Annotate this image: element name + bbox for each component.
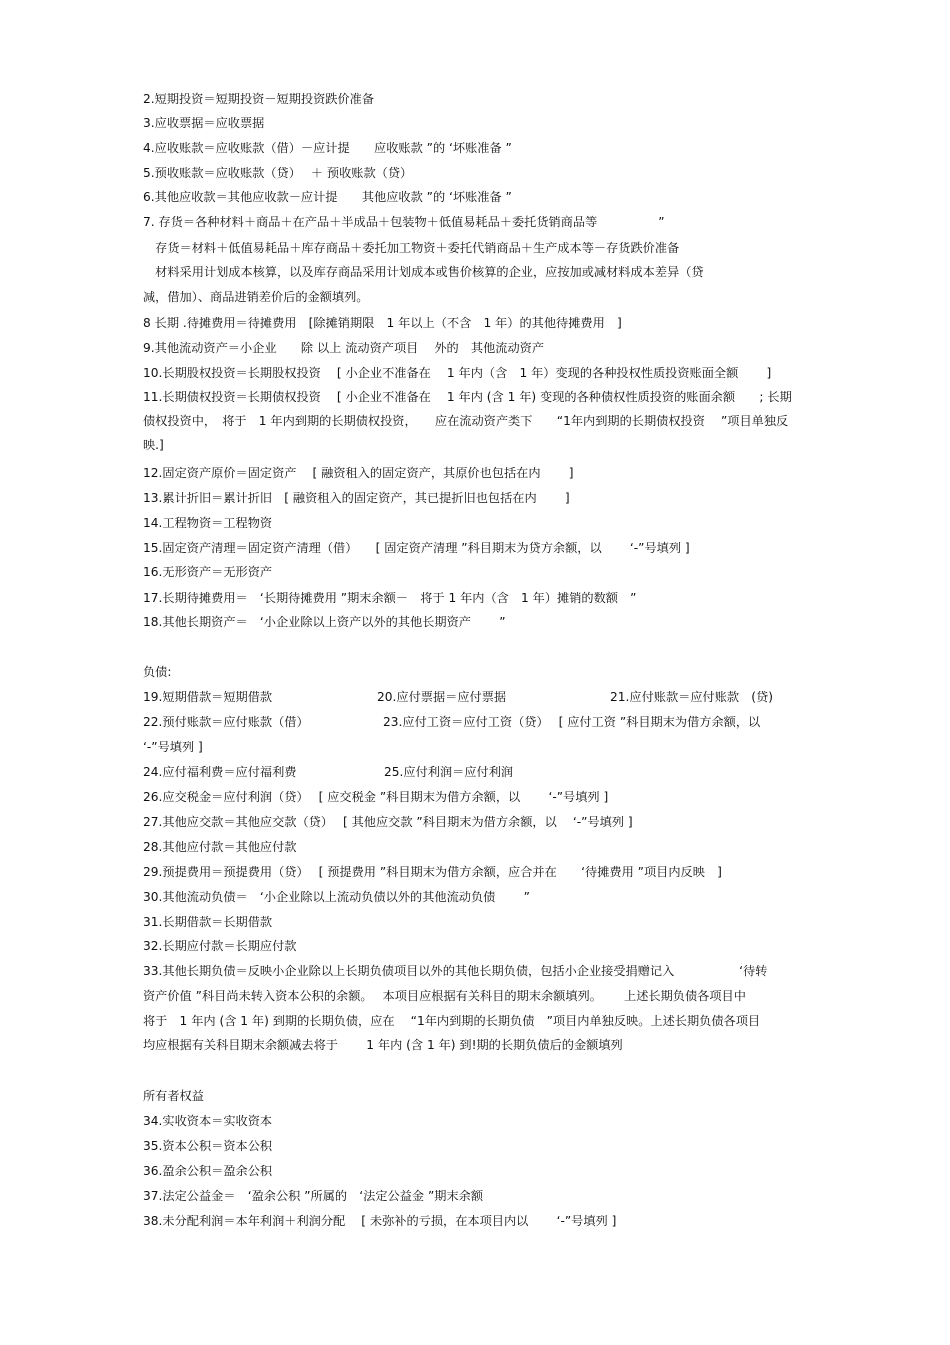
text-line: 存货＝材料＋低值易耗品＋库存商品＋委托加工物资＋委托代销商品＋生产成本等－存货跌价准备 [143,241,680,255]
text-line: 16.无形资产＝无形资产 [143,565,273,579]
text-line: 27.其他应交款＝其他应交款（贷） [ 其他应交款 ”科目期末为借方余额，以 ‘-”号填列 ] [143,815,633,829]
text-line: 37.法定公益金＝ ‘盈余公积 ”所属的 ‘法定公益金 ”期末余额 [143,1189,484,1203]
text-line: 21.应付账款＝应付账款 (贷) [610,690,773,704]
text-line: ‘-”号填列 ] [143,740,203,754]
text-line: 34.实收资本＝实收资本 [143,1114,273,1128]
text-line: 3.应收票据＝应收票据 [143,116,265,130]
text-line: 18.其他长期资产＝ ‘小企业除以上资产以外的其他长期资产 ” [143,615,506,629]
text-line: 35.资本公积＝资本公积 [143,1139,273,1153]
text-line: 减，借加）、商品进销差价后的金额填列。 [143,290,369,304]
text-line: 13.累计折旧＝累计折旧 [ 融资租入的固定资产，其已提折旧也包括在内 ] [143,491,570,505]
section-heading: 负债: [143,665,172,679]
text-line: 映.] [143,438,164,452]
text-line: 38.未分配利润＝本年利润＋利润分配 [ 未弥补的亏损，在本项目内以 ‘-”号填列 ] [143,1214,617,1228]
text-line: 23.应付工资＝应付工资（贷） [ 应付工资 ”科目期末为借方余额，以 [383,715,761,729]
text-line: 6.其他应收款＝其他应收款－应计提 其他应收款 ”的 ‘坏账准备 ” [143,190,512,204]
text-line: 17.长期待摊费用＝ ‘长期待摊费用 ”期末余额－ 将于 1 年内（含 1 年）摊销的数额 ” [143,591,637,605]
section-heading: 所有者权益 [143,1089,204,1103]
text-line: 19.短期借款＝短期借款 [143,690,273,704]
text-line: 10.长期股权投资＝长期股权投资 [ 小企业不准备在 1 年内（含 1 年）变现的各种投权性质投资账面全额 ] [143,366,772,380]
text-line: 24.应付福利费＝应付福利费 [143,765,297,779]
text-line: 8 长期 .待摊费用＝待摊费用 [除摊销期限 1 年以上（不含 1 年）的其他待摊费用 ] [143,316,622,330]
text-line: 2.短期投资＝短期投资－短期投资跌价准备 [143,92,375,106]
text-line: 债权投资中， 将于 1 年内到期的长期债权投资， 应在流动资产类下 “1年内到期的长期债权投资 ”项目单独反 [143,414,789,428]
text-line: 材料采用计划成本核算，以及库存商品采用计划成本或售价核算的企业，应按加或减材料成本差异（贷 [143,265,704,279]
text-line: 4.应收账款＝应收账款（借）－应计提 应收账款 ”的 ‘坏账准备 ” [143,141,512,155]
text-line: 均应根据有关科目期末余额减去将于 1 年内 (含 1 年) 到!期的长期负债后的金额填列 [143,1038,623,1052]
text-line: 20.应付票据＝应付票据 [377,690,507,704]
text-line: 15.固定资产清理＝固定资产清理（借） [ 固定资产清理 ”科目期末为贷方余额，以 ‘-”号填列 ] [143,541,690,555]
text-line: 29.预提费用＝预提费用（贷） [ 预提费用 ”科目期末为借方余额，应合并在 ‘待摊费用 ”项目内反映 ] [143,865,722,879]
text-line: 7. 存货＝各种材料＋商品＋在产品＋半成品＋包装物＋低值易耗品＋委托货销商品等 ” [143,215,665,229]
text-line: 22.预付账款＝应付账款（借） [143,715,309,729]
text-line: 28.其他应付款＝其他应付款 [143,840,297,854]
text-line: 11.长期债权投资＝长期债权投资 [ 小企业不准备在 1 年内 (含 1 年) 变现的各种债权性质投资的账面余额 ; 长期 [143,390,792,404]
text-line: 9.其他流动资产＝小企业 除 以上 流动资产项目 外的 其他流动资产 [143,341,545,355]
text-line: 12.固定资产原价＝固定资产 [ 融资租入的固定资产，其原价也包括在内 ] [143,466,574,480]
text-line: 5.预收账款＝应收账款（贷） ＋ 预收账款（贷） [143,166,413,180]
text-line: 32.长期应付款＝长期应付款 [143,939,297,953]
text-line: 26.应交税金＝应付利润（贷） [ 应交税金 ”科目期末为借方余额，以 ‘-”号填列 ] [143,790,609,804]
text-line: 30.其他流动负债＝ ‘小企业除以上流动负债以外的其他流动负债 ” [143,890,530,904]
text-line: 资产价值 ”科目尚未转入资本公积的余额。 本项目应根据有关科目的期末余额填列。 上述长期负债各项目中 [143,989,746,1003]
text-line: 将于 1 年内 (含 1 年) 到期的长期负债，应在 “1年内到期的长期负债 ”项目内单独反映。上述长期负债各项目 [143,1014,761,1028]
text-line: 31.长期借款＝长期借款 [143,915,273,929]
text-line: 33.其他长期负债＝反映小企业除以上长期负债项目以外的其他长期负债，包括小企业接受捐赠记入 ‘待转 [143,964,768,978]
text-line: 25.应付利润＝应付利润 [384,765,514,779]
text-line: 14.工程物资＝工程物资 [143,516,273,530]
text-line: 36.盈余公积＝盈余公积 [143,1164,273,1178]
